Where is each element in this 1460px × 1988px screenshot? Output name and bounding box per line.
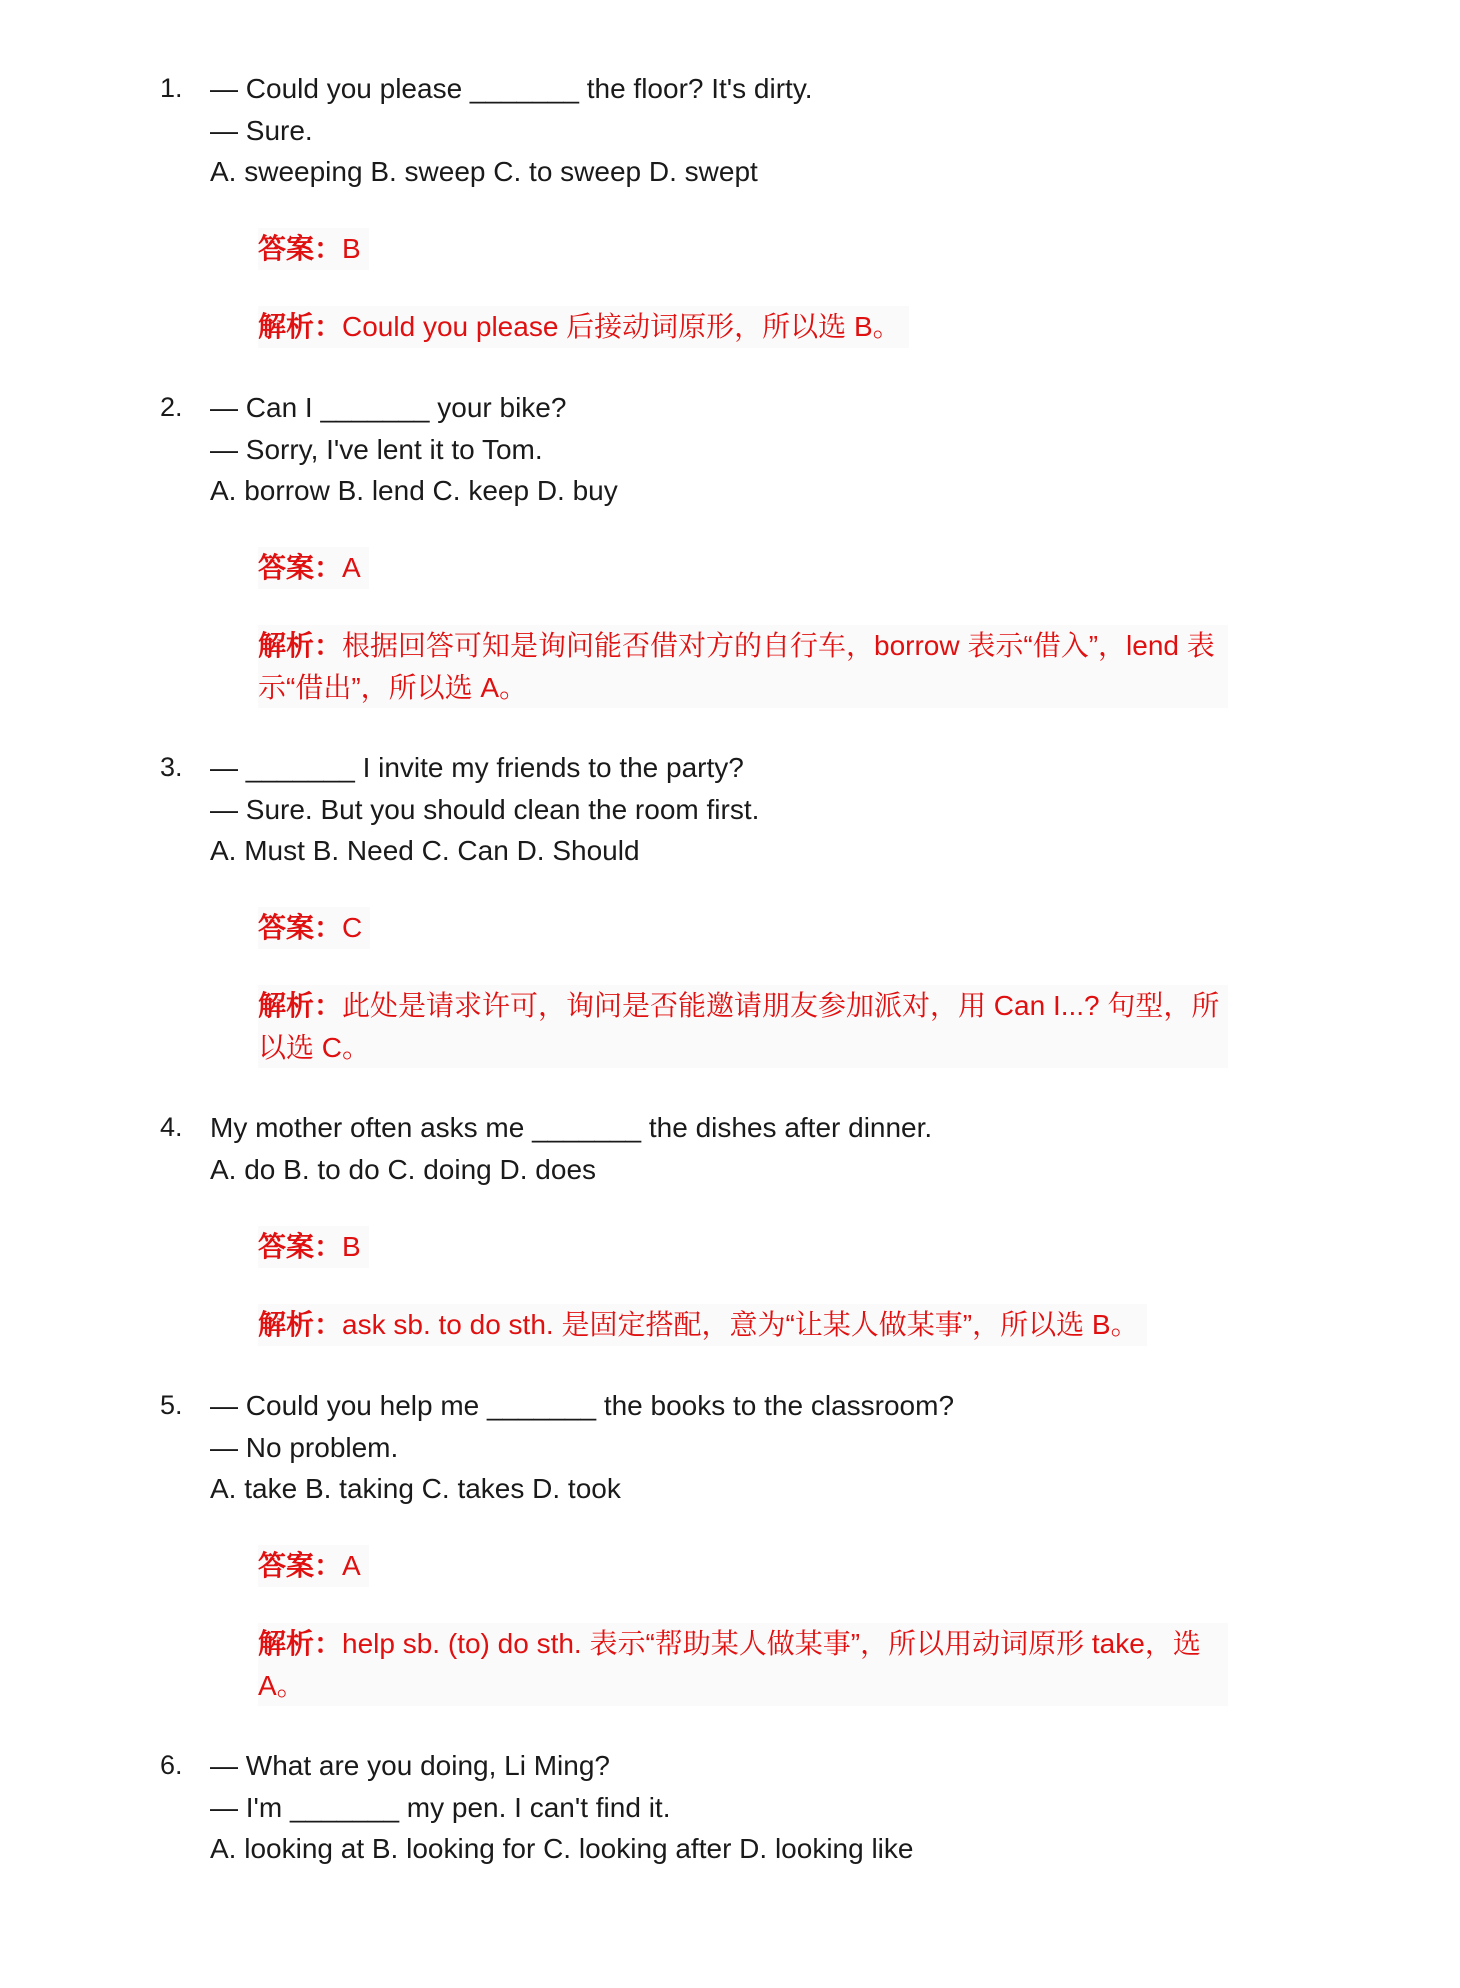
question-line: — _______ I invite my friends to the party? — [210, 752, 744, 783]
explanation-label: 解析： — [258, 1309, 343, 1340]
question-number: 2. — [160, 392, 183, 422]
answer-label: 答案： — [258, 1550, 343, 1581]
options-line: A. take B. taking C. takes D. took — [210, 1473, 621, 1504]
answer-row — [258, 1545, 1258, 1587]
explanation-text: Could you please 后接动词原形，所以选 B。 — [342, 311, 901, 342]
explanation-row — [258, 985, 1258, 1068]
explanation-row — [258, 1623, 1258, 1706]
answer-value: A — [342, 552, 361, 583]
question-line: — Can I _______ your bike? — [210, 392, 567, 423]
options-line: A. sweeping B. sweep C. to sweep D. swept — [210, 156, 758, 187]
question-number: 4. — [160, 1112, 183, 1142]
answer-row — [258, 547, 1258, 589]
answer-label: 答案： — [258, 912, 343, 943]
answer-row — [258, 907, 1258, 949]
question-number: 6. — [160, 1750, 183, 1780]
question-line: — Sorry, I've lent it to Tom. — [210, 433, 543, 465]
question-line: — No problem. — [210, 1431, 399, 1463]
answer-row — [258, 1226, 1258, 1268]
question-line: — What are you doing, Li Ming? — [210, 1750, 610, 1781]
answer-row — [258, 228, 1258, 270]
explanation-text: 此处是请求许可，询问是否能邀请朋友参加派对，用 Can I...? 句型，所以选 C。 — [258, 990, 1220, 1063]
question-number: 5. — [160, 1390, 183, 1420]
question-line: My mother often asks me _______ the dishes after dinner. — [210, 1112, 933, 1143]
explanation-label: 解析： — [258, 630, 343, 661]
answer-label: 答案： — [258, 552, 343, 583]
question-line: — Could you please _______ the floor? It's dirty. — [210, 73, 813, 104]
answer-value: A — [342, 1550, 361, 1581]
question-number: 1. — [160, 73, 183, 103]
options-line: A. borrow B. lend C. keep D. buy — [210, 475, 618, 506]
question-number: 3. — [160, 752, 183, 782]
answer-label: 答案： — [258, 233, 343, 264]
options-line: A. looking at B. looking for C. looking after D. looking like — [210, 1833, 914, 1864]
explanation-text: 根据回答可知是询问能否借对方的自行车，borrow 表示“借入”，lend 表示“借出”，所以选 A。 — [258, 630, 1215, 703]
answer-value: C — [342, 912, 363, 943]
explanation-row — [258, 306, 1258, 348]
answer-value: B — [342, 1231, 361, 1262]
options-line: A. Must B. Need C. Can D. Should — [210, 835, 640, 866]
question-line: — Sure. — [210, 114, 313, 146]
question-line: — Sure. But you should clean the room first. — [210, 793, 760, 825]
answer-value: B — [342, 233, 361, 264]
explanation-label: 解析： — [258, 1628, 343, 1659]
question-line: — Could you help me _______ the books to the classroom? — [210, 1390, 955, 1421]
explanation-text: help sb. (to) do sth. 表示“帮助某人做某事”，所以用动词原形 take，选 A。 — [258, 1628, 1201, 1701]
explanation-label: 解析： — [258, 311, 343, 342]
explanation-row — [258, 625, 1258, 708]
answer-label: 答案： — [258, 1231, 343, 1262]
explanation-row — [258, 1304, 1258, 1346]
explanation-label: 解析： — [258, 990, 343, 1021]
options-line: A. do B. to do C. doing D. does — [210, 1153, 597, 1185]
question-line: — I'm _______ my pen. I can't find it. — [210, 1791, 671, 1823]
explanation-text: ask sb. to do sth. 是固定搭配，意为“让某人做某事”，所以选 B。 — [342, 1309, 1139, 1340]
